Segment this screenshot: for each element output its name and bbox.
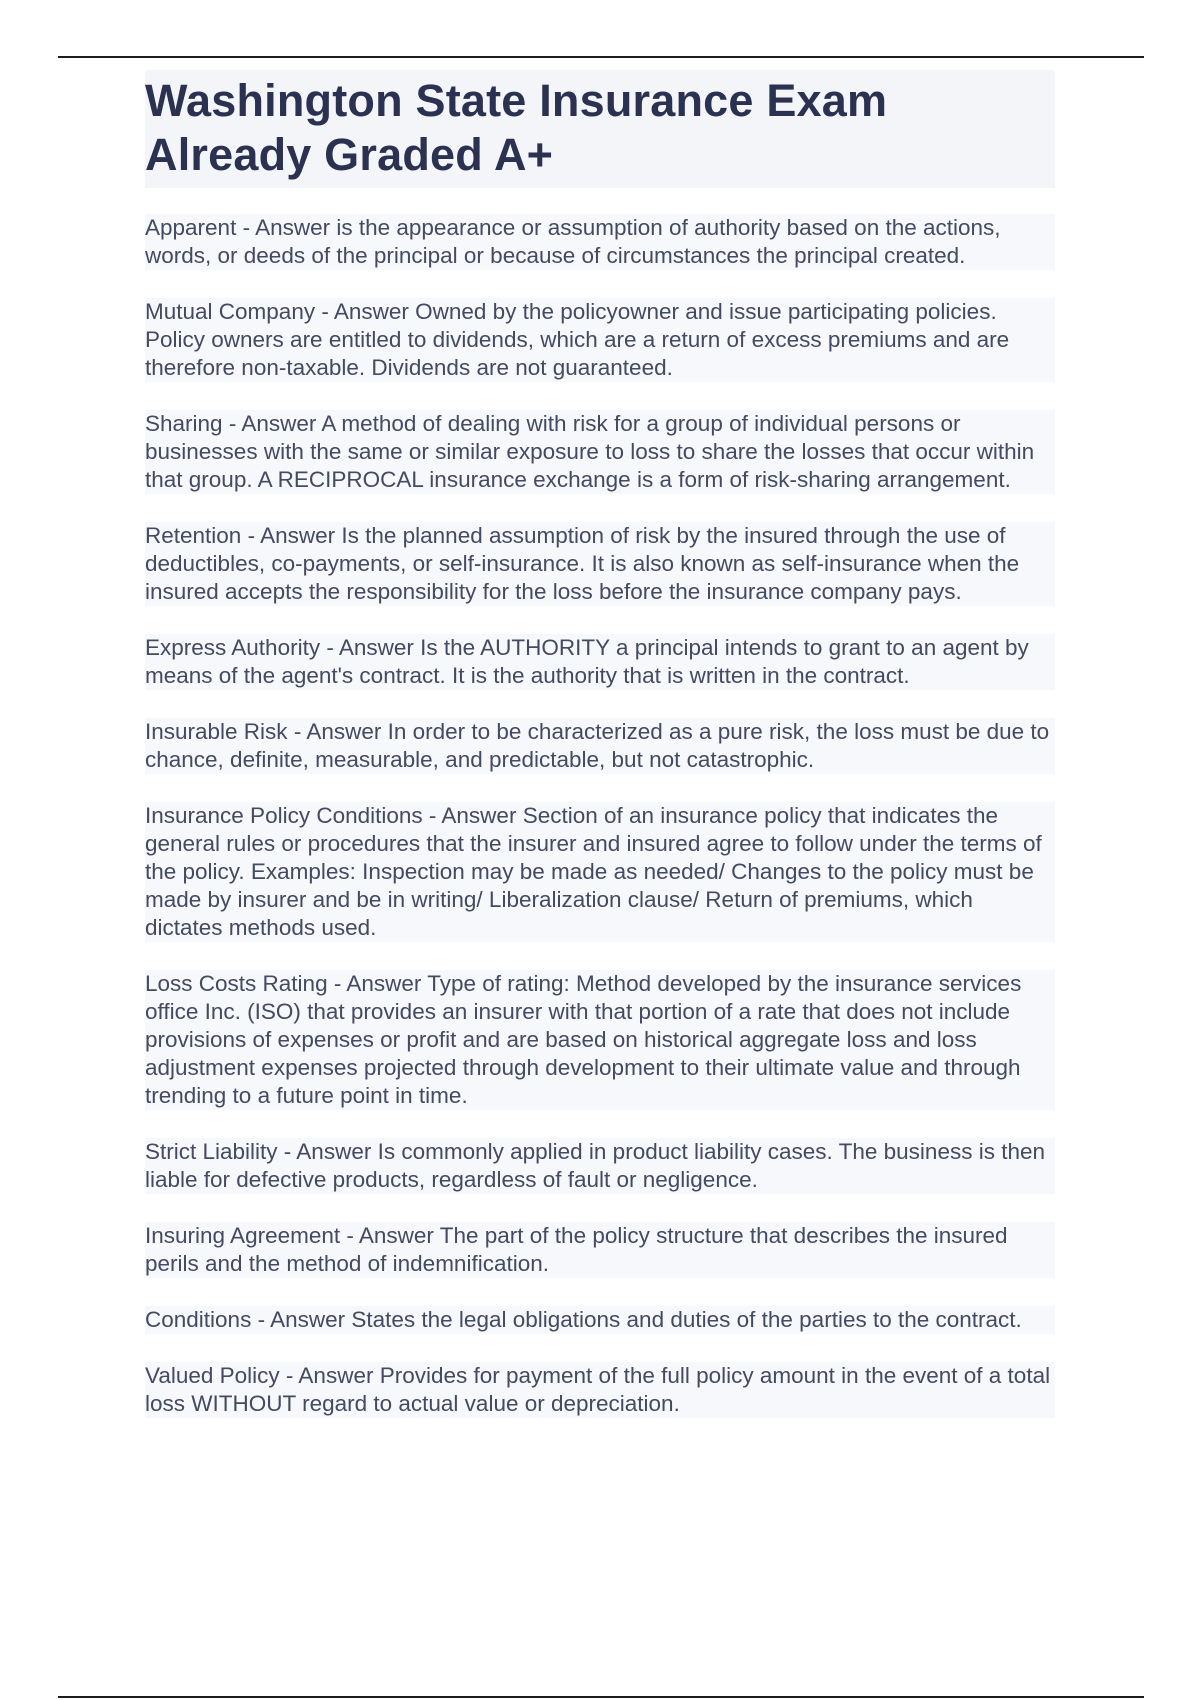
- entry-term: Insurance Policy Conditions: [145, 803, 423, 828]
- entry-separator: - Answer: [287, 719, 388, 744]
- entry-answer: Is commonly applied in product liability cases. The business is then liable for defective products, regardless of fault or negligence.: [145, 1139, 1045, 1192]
- entry-term: Mutual Company: [145, 299, 316, 324]
- entry-separator: - Answer: [315, 299, 416, 324]
- entry: [145, 1362, 1055, 1418]
- entry-separator: - Answer: [340, 1223, 440, 1248]
- entry: [145, 1222, 1055, 1278]
- entry: [145, 718, 1055, 774]
- entry-answer: Is the AUTHORITY a principal intends to grant to an agent by means of the agent's contract. It is the authority that is written in the contract.: [145, 635, 1029, 688]
- entry-answer: Section of an insurance policy that indicates the general rules or procedures that the insurer and insured agree to follow under the terms of the policy. Examples: Inspection may be made as needed/ Changes to the policy must be made by insurer and be in writing/ Liberalization clause/ Return of premiums, which dictates methods used.: [145, 803, 1042, 940]
- entry-separator: - Answer: [222, 411, 322, 436]
- entry-answer: Provides for payment of the full policy amount in the event of a total loss WITHOUT regard to actual value or depreciation.: [145, 1363, 1051, 1416]
- entry-answer: The part of the policy structure that describes the insured perils and the method of indemnification.: [145, 1223, 1008, 1276]
- entry: [145, 970, 1055, 1110]
- entry-answer: Is the planned assumption of risk by the insured through the use of deductibles, co-payments, or self-insurance. It is also known as self-insurance when the insured accepts the responsibility for the loss before the insurance company pays.: [145, 523, 1020, 604]
- entry-term: Insuring Agreement: [145, 1223, 341, 1248]
- entry-answer: States the legal obligations and duties of the parties to the contract.: [351, 1307, 1022, 1332]
- entry: [145, 1138, 1055, 1194]
- entry-term: Express Authority: [145, 635, 321, 660]
- entry: [145, 1306, 1055, 1334]
- entry-term: Valued Policy: [145, 1363, 280, 1388]
- entry-answer: Type of rating: Method developed by the insurance services office Inc. (ISO) that provides an insurer with that portion of a rate that does not include provisions of expenses or profit and are based on historical aggregate loss and loss adjustment expenses projected through development to their ultimate value and through trending to a future point in time.: [145, 971, 1022, 1108]
- entry-separator: - Answer: [327, 971, 428, 996]
- entry-term: Insurable Risk: [145, 719, 288, 744]
- entry: [145, 802, 1055, 942]
- entry-term: Conditions: [145, 1307, 252, 1332]
- entry: [145, 634, 1055, 690]
- entry-separator: - Answer: [251, 1307, 352, 1332]
- top-rule: [58, 56, 1144, 58]
- entry-separator: - Answer: [236, 215, 337, 240]
- entry: [145, 410, 1055, 494]
- entry-term: Loss Costs Rating: [145, 971, 328, 996]
- entry-answer: Owned by the policyowner and issue participating policies. Policy owners are entitled to dividends, which are a return of excess premiums and are therefore non-taxable. Dividends are not guaranteed.: [145, 299, 1010, 380]
- entry-answer: In order to be characterized as a pure risk, the loss must be due to chance, definite, measurable, and predictable, but not catastrophic.: [145, 719, 1050, 772]
- entry-term: Retention: [145, 523, 242, 548]
- title-block: [145, 70, 1055, 188]
- document-title: Washington State Insurance Exam Already Graded A+: [145, 75, 888, 180]
- entry-term: Sharing: [145, 411, 223, 436]
- entry-answer: is the appearance or assumption of authority based on the actions, words, or deeds of the principal or because of circumstances the principal created.: [145, 215, 1001, 268]
- bottom-rule: [58, 1696, 1144, 1698]
- entry-term: Strict Liability: [145, 1139, 278, 1164]
- entry-separator: - Answer: [422, 803, 523, 828]
- entry: [145, 214, 1055, 270]
- entry: [145, 298, 1055, 382]
- entry-separator: - Answer: [279, 1363, 380, 1388]
- entry-separator: - Answer: [241, 523, 342, 548]
- entry: [145, 522, 1055, 606]
- entry-answer: A method of dealing with risk for a group of individual persons or businesses with the same or similar exposure to loss to share the losses that occur within that group. A RECIPROCAL insurance exchange is a form of risk-sharing arrangement.: [145, 411, 1035, 492]
- entry-term: Apparent: [145, 215, 237, 240]
- document-body: [145, 70, 1055, 1446]
- entry-separator: - Answer: [277, 1139, 378, 1164]
- entry-separator: - Answer: [320, 635, 421, 660]
